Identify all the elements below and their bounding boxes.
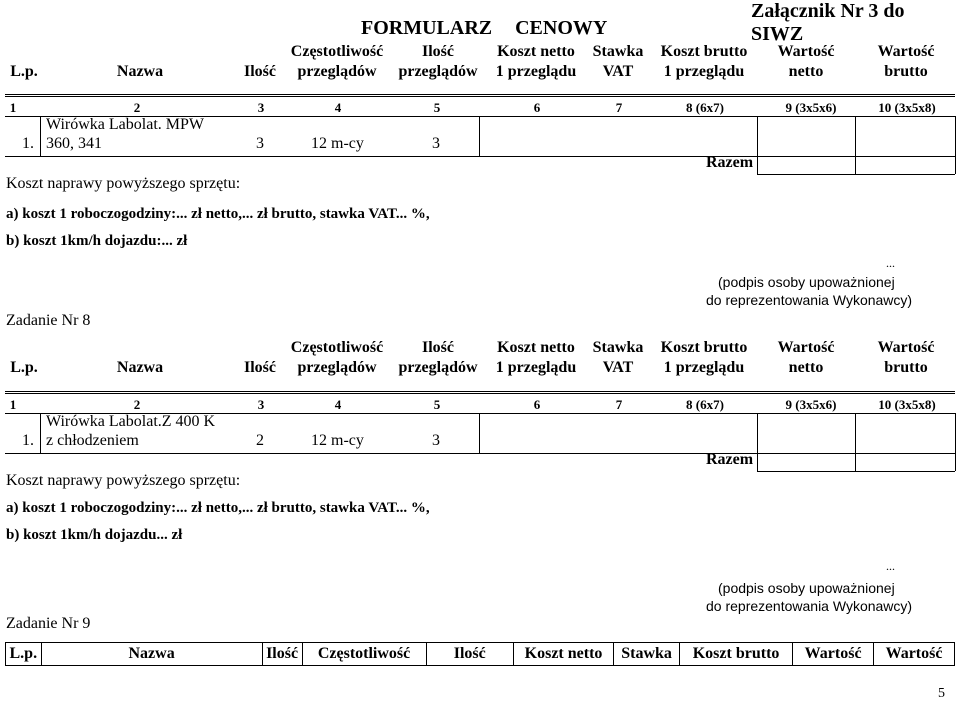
form-title: FORMULARZ CENOWY [361, 17, 608, 39]
col-lp-header: L.p. [10, 63, 38, 80]
repair-title: Koszt naprawy powyższego sprzętu: [6, 472, 241, 489]
col-net-cost-line2: 1 przeglądu [495, 63, 577, 80]
row-lp: 1. [22, 135, 34, 152]
col-inspections-line1: Ilość [422, 339, 454, 356]
colnum-7: 7 [615, 397, 623, 412]
col-gross-value-header [860, 42, 952, 82]
col-name-header: Nazwa [116, 63, 164, 80]
col-inspections-header: Ilość [426, 643, 513, 666]
col-vat-header: Stawka [614, 643, 680, 666]
row-name-line2: 360, 341 [46, 135, 102, 152]
repair-line-a: a) koszt 1 roboczogodziny:... zł netto,... zł brutto, stawka VAT... %, [6, 206, 430, 222]
col-net-value-line1: Wartość [777, 339, 835, 356]
row-name-line1: Wirówka Labolat.Z 400 K [46, 413, 216, 430]
section-heading: Zadanie Nr 9 [6, 615, 91, 632]
signature-dots: ... [886, 559, 895, 573]
colnum-4: 4 [334, 397, 342, 412]
attachment-label: Załącznik Nr 3 do SIWZ [751, 0, 905, 45]
repair-line-b: b) koszt 1km/h dojazdu... zł [6, 527, 183, 543]
col-vat-header [586, 42, 650, 82]
colnum-10: 10 (3x5x8) [878, 100, 936, 115]
colnum-5: 5 [433, 100, 441, 115]
signature-caption-line2: do reprezentowania Wykonawcy) [706, 598, 913, 614]
col-qty-header: Ilość [262, 643, 302, 666]
col-gross-cost-header [652, 338, 756, 378]
colnum-2: 2 [133, 397, 141, 412]
col-freq-header: Częstotliwość [302, 643, 426, 666]
colnum-6: 6 [533, 100, 541, 115]
col-gross-cost-header [652, 42, 756, 82]
col-gross-cost-header: Koszt brutto [679, 643, 792, 666]
col-vat-line1: Stawka [592, 339, 644, 356]
col-gross-value-header [860, 338, 952, 378]
row-qty: 2 [256, 432, 264, 449]
colnum-9: 9 (3x5x6) [785, 397, 837, 412]
col-lp-header: L.p. [6, 643, 42, 666]
page-number: 5 [938, 686, 945, 701]
col-qty-header: Ilość [244, 63, 276, 80]
col-freq-line2: przeglądów [297, 63, 377, 80]
col-vat-line2: VAT [602, 63, 634, 80]
row-lp: 1. [22, 432, 34, 449]
colnum-3: 3 [257, 397, 265, 412]
col-net-cost-header: Koszt netto [513, 643, 613, 666]
col-inspections-line1: Ilość [422, 43, 454, 60]
row-freq: 12 m-cy [311, 432, 364, 449]
col-vat-header [586, 338, 650, 378]
col-net-value-line2: netto [788, 63, 824, 80]
col-vat-line2: VAT [602, 359, 634, 376]
col-net-cost-line1: Koszt netto [497, 43, 575, 60]
row-name-line2: z chłodzeniem [46, 432, 139, 449]
col-gross-value-header: Wartość [874, 643, 955, 666]
col-net-value-header: Wartość [793, 643, 874, 666]
colnum-8: 8 (6x7) [686, 397, 724, 412]
col-freq-line1: Częstotliwość [290, 43, 384, 60]
col-qty-header: Ilość [244, 359, 276, 376]
col-freq-line1: Częstotliwość [290, 339, 384, 356]
repair-title: Koszt naprawy powyższego sprzętu: [6, 175, 241, 192]
col-inspections-line2: przeglądów [398, 63, 478, 80]
col-vat-line1: Stawka [592, 43, 644, 60]
col-name-header: Nazwa [116, 359, 164, 376]
col-gross-cost-line1: Koszt brutto [660, 43, 748, 60]
col-inspections-header [392, 42, 484, 82]
signature-caption-line1: (podpis osoby upoważnionej [718, 274, 895, 290]
colnum-5: 5 [433, 397, 441, 412]
col-freq-header [284, 42, 390, 82]
colnum-1: 1 [9, 397, 17, 412]
col-gross-value-line2: brutto [884, 359, 928, 376]
col-gross-value-line2: brutto [884, 63, 928, 80]
repair-line-b: b) koszt 1km/h dojazdu:... zł [6, 233, 188, 249]
col-inspections-line2: przeglądów [398, 359, 478, 376]
colnum-9: 9 (3x5x6) [785, 100, 837, 115]
row-inspections: 3 [432, 432, 440, 449]
col-freq-header [284, 338, 390, 378]
col-freq-line2: przeglądów [297, 359, 377, 376]
signature-caption-line2: do reprezentowania Wykonawcy) [706, 292, 913, 308]
col-net-value-header [760, 42, 852, 82]
col-net-value-header [760, 338, 852, 378]
col-net-value-line2: netto [788, 359, 824, 376]
colnum-10: 10 (3x5x8) [878, 397, 936, 412]
col-gross-cost-line1: Koszt brutto [660, 339, 748, 356]
colnum-4: 4 [334, 100, 342, 115]
colnum-8: 8 (6x7) [686, 100, 724, 115]
row-freq: 12 m-cy [311, 135, 364, 152]
col-gross-cost-line2: 1 przeglądu [663, 359, 745, 376]
table3-header [5, 642, 955, 666]
col-net-cost-line2: 1 przeglądu [495, 359, 577, 376]
razem-label: Razem [706, 154, 754, 171]
col-gross-cost-line2: 1 przeglądu [663, 63, 745, 80]
colnum-1: 1 [9, 100, 17, 115]
col-gross-value-line1: Wartość [877, 339, 935, 356]
col-net-cost-line1: Koszt netto [497, 339, 575, 356]
signature-dots: ... [886, 256, 895, 270]
col-gross-value-line1: Wartość [877, 43, 935, 60]
section-heading: Zadanie Nr 8 [6, 312, 91, 329]
col-net-value-line1: Wartość [777, 43, 835, 60]
row-inspections: 3 [432, 135, 440, 152]
row-name-line1: Wirówka Labolat. MPW [46, 116, 204, 133]
colnum-7: 7 [615, 100, 623, 115]
colnum-3: 3 [257, 100, 265, 115]
col-lp-header: L.p. [10, 359, 38, 376]
colnum-6: 6 [533, 397, 541, 412]
repair-line-a: a) koszt 1 roboczogodziny:... zł netto,... zł brutto, stawka VAT... %, [6, 500, 430, 516]
col-net-cost-header [484, 338, 588, 378]
signature-caption-line1: (podpis osoby upoważnionej [718, 580, 895, 596]
row-qty: 3 [256, 135, 264, 152]
razem-label: Razem [706, 451, 754, 468]
col-inspections-header [392, 338, 484, 378]
col-net-cost-header [484, 42, 588, 82]
col-name-header: Nazwa [41, 643, 262, 666]
colnum-2: 2 [133, 100, 141, 115]
